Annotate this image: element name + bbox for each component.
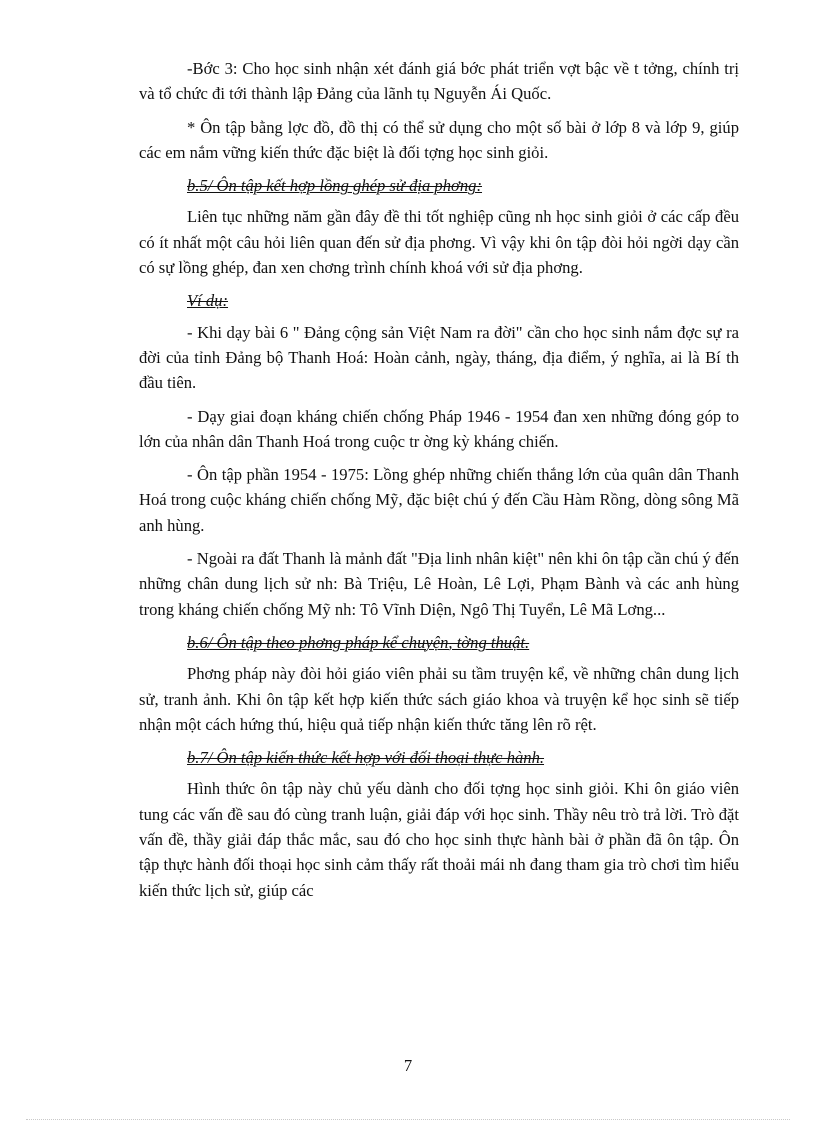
example-heading-text: Ví dụ:: [187, 291, 229, 311]
paragraph-step-3: -Bớc 3: Cho học sinh nhận xét đánh giá bớc phát triển vợt bậc về t tởng, chính trị và tổ chức đi tới thành lập Đảng của lãnh tụ Nguyễn Ái Quốc.: [139, 59, 739, 104]
page-number: 7: [403, 1056, 413, 1075]
paragraph-example-portraits: - Ngoài ra đất Thanh là mảnh đất "Địa linh nhân kiệt" nên khi ôn tập cần chú ý đến những chân dung lịch sử nh: Bà Triệu, Lê Hoàn, Lê Lợi, Phạm Bành và các anh hùng trong kháng chiến chống Mỹ nh: Tô Vĩnh Diện, Ngô Thị Tuyển, Lê Mã Lơng...: [139, 549, 739, 619]
section-heading-b5-text: b.5/ Ôn tập kết hợp lồng ghép sử địa phơng:: [187, 176, 483, 196]
paragraph-storytelling: Phơng pháp này đòi hỏi giáo viên phải su tầm truyện kể, về những chân dung lịch sử, tranh ảnh. Khi ôn tập kết hợp kiến thức sách giáo khoa và truyện kể học sinh sẽ tiếp nhận một cách hứng thú, hiệu quả tiếp nhận kiến thức tăng lên rõ rệt.: [139, 664, 739, 734]
paragraph-example-1946-1954: - Dạy giai đoạn kháng chiến chống Pháp 1946 - 1954 đan xen những đóng góp to lớn của nhân dân Thanh Hoá trong cuộc tr ờng kỳ kháng chiến.: [139, 406, 739, 451]
section-heading-b7-text: b.7/ Ôn tập kiến thức kết hợp với đối thoại thực hành.: [187, 748, 545, 768]
paragraph-local-history: Liên tục những năm gần đây đề thi tốt nghiệp cũng nh học sinh giỏi ở các cấp đều có ít nhất một câu hỏi liên quan đến sử địa phơng. Vì vậy khi ôn tập đòi hỏi ngời dạy cần có sự lồng ghép, đan xen chơng trình chính khoá với sử địa phơng.: [139, 207, 739, 278]
page-body: [139, 56, 739, 911]
paragraph-example-lesson-6: - Khi dạy bài 6 " Đảng cộng sản Việt Nam ra đời" cần cho học sinh nắm đợc sự ra đời của tỉnh Đảng bộ Thanh Hoá: Hoàn cảnh, ngày, tháng, địa điểm, ý nghĩa, ai là Bí th đầu tiên.: [139, 322, 739, 393]
section-heading-b5: [187, 173, 739, 198]
paragraph-example-1954-1975: - Ôn tập phần 1954 - 1975: Lồng ghép những chiến thắng lớn của quân dân Thanh Hoá trong cuộc kháng chiến chống Mỹ, đặc biệt chú ý đến Cầu Hàm Rồng, dòng sông Mã anh hùng.: [139, 465, 739, 535]
paragraph-map-review: * Ôn tập bằng lợc đồ, đồ thị có thể sử dụng cho một số bài ở lớp 8 và lớp 9, giúp các em nắm vững kiến thức đặc biệt là đối tợng học sinh giỏi.: [139, 117, 739, 162]
section-heading-b6-text: b.6/ Ôn tập theo phơng pháp kể chuyện, tờng thuật.: [187, 632, 530, 652]
example-heading: [187, 288, 739, 313]
section-heading-b7: [187, 745, 739, 770]
paragraph-dialogue-practice: Hình thức ôn tập này chủ yếu dành cho đối tợng học sinh giỏi. Khi ôn giáo viên tung các vấn đề sau đó cùng tranh luận, giải đáp với học sinh. Thầy nêu trò trả lời. Trò đặt vấn đề, thầy giải đáp thắc mắc, sau đó cho học sinh thực hành bài ở phần đã ôn tập. Ôn tập thực hành đối thoại học sinh cảm thấy rất thoải mái nh đang tham gia trò chơi tìm hiểu kiến thức lịch sử, giúp các: [139, 779, 739, 900]
page-bottom-divider: [26, 1119, 790, 1120]
section-heading-b6: [187, 630, 739, 655]
